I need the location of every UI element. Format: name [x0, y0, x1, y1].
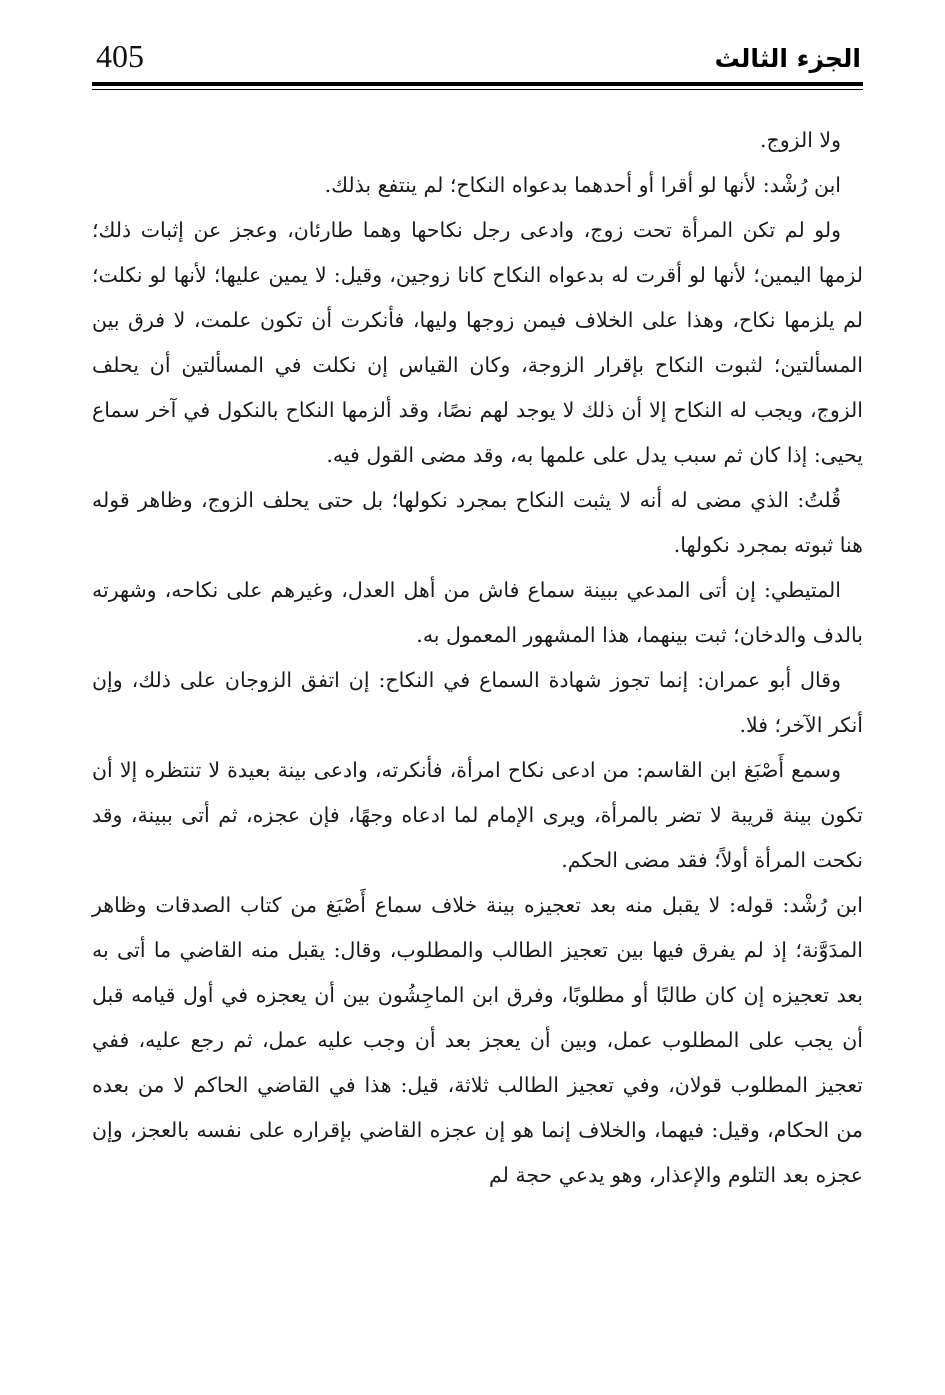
- paragraph: ولا الزوج.: [759, 128, 841, 152]
- paragraph: ابن رُشْد: لأنها لو أقرا أو أحدهما بدعواه النكاح؛ لم ينتفع بذلك.: [324, 173, 841, 197]
- paragraph: وقال أبو عمران: إنما تجوز شهادة السماع في النكاح: إن اتفق الزوجان على ذلك، وإن أنكر الآخر؛ فلا.: [92, 668, 863, 737]
- paragraph: ولو لم تكن المرأة تحت زوج، وادعى رجل نكاحها وهما طارئان، وعجز عن إثبات ذلك؛ لزمها اليمين؛ لأنها لو أقرت له بدعواه النكاح كانا زوجين، وقيل: لا يمين عليها؛ لأنها لو نكلت؛ لم يلزمها نكاح، وهذا على الخلاف فيمن زوجها وليها، فأنكرت أن تكون علمت، لا فرق بين المسألتين؛ لثبوت النكاح بإقرار الزوجة، وكان القياس إن نكلت في المسألتين أن يحلف الزوج، ويجب له النكاح إلا أن ذلك لا يوجد لهم نصًا، وقد ألزمها النكاح بالنكول في آخر سماع يحيى: إذا كان ثم سبب يدل على علمها به، وقد مضى القول فيه.: [92, 218, 863, 467]
- page-header: [92, 30, 863, 90]
- page-number: 405: [96, 38, 144, 74]
- paragraph: وسمع أَصْبَغ ابن القاسم: من ادعى نكاح امرأة، فأنكرته، وادعى بينة بعيدة لا تنتظره إلا أن تكون بينة قريبة لا تضر بالمرأة، ويرى الإمام لما ادعاه وجهًا، فإن عجزه، ثم أتى ببينة، وقد نكحت المرأة أولاً؛ فقد مضى الحكم.: [92, 758, 863, 872]
- running-title: الجزء الثالث: [714, 44, 861, 73]
- paragraph: المتيطي: إن أتى المدعي ببينة سماع فاش من أهل العدل، وغيرهم على نكاحه، وشهرته بالدف والدخان؛ ثبت بينهما، هذا المشهور المعمول به.: [92, 578, 863, 647]
- header-rule-thin: [92, 89, 863, 90]
- paragraph: ابن رُشْد: قوله: لا يقبل منه بعد تعجيزه بينة خلاف سماع أَصْبَغ من كتاب الصدقات وظاهر المدَوَّنة؛ إذ لم يفرق فيها بين تعجيز الطالب والمطلوب، وقال: يقبل منه القاضي ما أتى به بعد تعجيزه إن كان طالبًا أو مطلوبًا، وفرق ابن الماجِشُون بين أن يعجزه في أول قيامه قبل أن يجب على المطلوب عمل، وبين أن يعجز بعد أن وجب عليه عمل، ثم رجع عليه، ففي تعجيز المطلوب قولان، وفي تعجيز الطالب ثلاثة، قيل: هذا في القاضي الحاكم لا من بعده من الحكام، وقيل: فيهما، والخلاف إنما هو إن عجزه القاضي بإقراره على نفسه بالعجز، وإن عجزه بعد التلوم والإعذار، وهو يدعي حجة لم: [92, 893, 863, 1187]
- text-body: [92, 118, 863, 1198]
- paragraph: قُلتُ: الذي مضى له أنه لا يثبت النكاح بمجرد نكولها؛ بل حتى يحلف الزوج، وظاهر قوله هنا ثبوته بمجرد نكولها.: [92, 488, 863, 557]
- header-rule-thick: [92, 82, 863, 86]
